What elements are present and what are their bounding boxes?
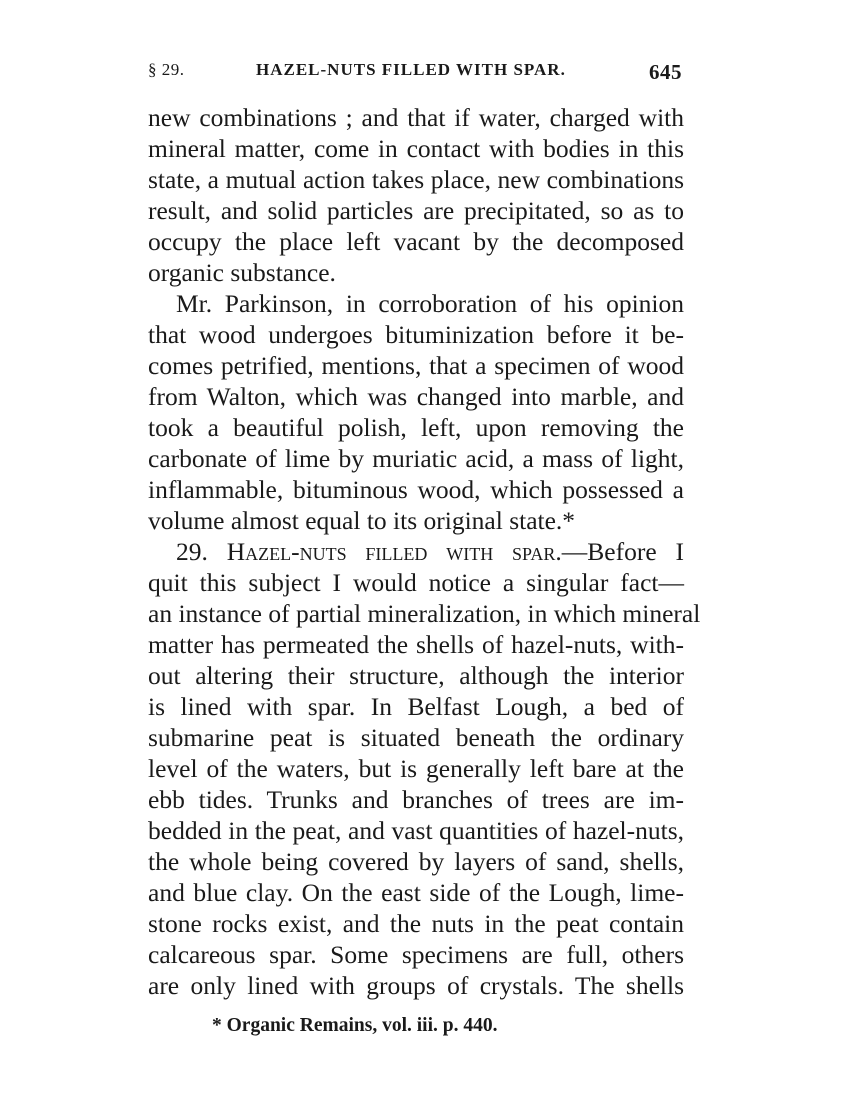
text-line: inflammable, bituminous wood, which possessed a	[148, 475, 684, 504]
body-text	[148, 102, 701, 1001]
text-line: result, and solid particles are precipitated, so as to	[148, 196, 684, 225]
text-line: out altering their structure, although the interior	[148, 661, 684, 690]
footnote: * Organic Remains, vol. iii. p. 440.	[212, 1015, 498, 1036]
running-title: HAZEL-NUTS FILLED WITH SPAR.	[256, 60, 566, 79]
text-line: state, a mutual action takes place, new combinations	[148, 165, 684, 194]
text-line: that wood undergoes bituminization before it be-	[148, 320, 684, 349]
text-line: is lined with spar. In Belfast Lough, a bed of	[148, 692, 684, 721]
text-line: and blue clay. On the east side of the Lough, lime-	[148, 878, 684, 907]
section-title: Hazel-nuts filled with spar.	[226, 537, 562, 566]
section-number: 29.	[176, 537, 208, 566]
section-heading-line	[148, 536, 684, 567]
text-line: are only lined with groups of crystals. The shells	[148, 971, 684, 1000]
text-line: bedded in the peat, and vast quantities of hazel-nuts,	[148, 816, 684, 845]
text-line: Mr. Parkinson, in corroboration of his opinion	[176, 289, 684, 318]
text-line: submarine peat is situated beneath the ordinary	[148, 723, 684, 752]
text-line: organic substance.	[148, 258, 336, 287]
text-line: an instance of partial mineralization, in which mineral	[148, 599, 701, 628]
heading-continuation: —Before I	[561, 537, 684, 566]
text-line: comes petrified, mentions, that a specimen of wood	[148, 351, 684, 380]
text-line: the whole being covered by layers of sand, shells,	[148, 847, 684, 876]
text-line: took a beautiful polish, left, upon removing the	[148, 413, 684, 442]
running-head	[148, 60, 682, 88]
text-line: level of the waters, but is generally left bare at the	[148, 754, 684, 783]
text-line: from Walton, which was changed into marble, and	[148, 382, 684, 411]
text-line: mineral matter, come in contact with bodies in this	[148, 134, 684, 163]
text-line: calcareous spar. Some specimens are full, others	[148, 940, 684, 969]
text-line: volume almost equal to its original state.*	[148, 506, 576, 535]
text-line: matter has permeated the shells of hazel-nuts, with-	[148, 630, 684, 659]
text-line: quit this subject I would notice a singular fact—	[148, 568, 684, 597]
text-line: carbonate of lime by muriatic acid, a mass of light,	[148, 444, 684, 473]
text-line: stone rocks exist, and the nuts in the peat contain	[148, 909, 684, 938]
text-line: ebb tides. Trunks and branches of trees are im-	[148, 785, 684, 814]
text-line: occupy the place left vacant by the decomposed	[148, 227, 684, 256]
text-line: new combinations ; and that if water, charged with	[148, 103, 684, 132]
page-number: 645	[649, 60, 682, 84]
section-marker: § 29.	[148, 60, 185, 79]
